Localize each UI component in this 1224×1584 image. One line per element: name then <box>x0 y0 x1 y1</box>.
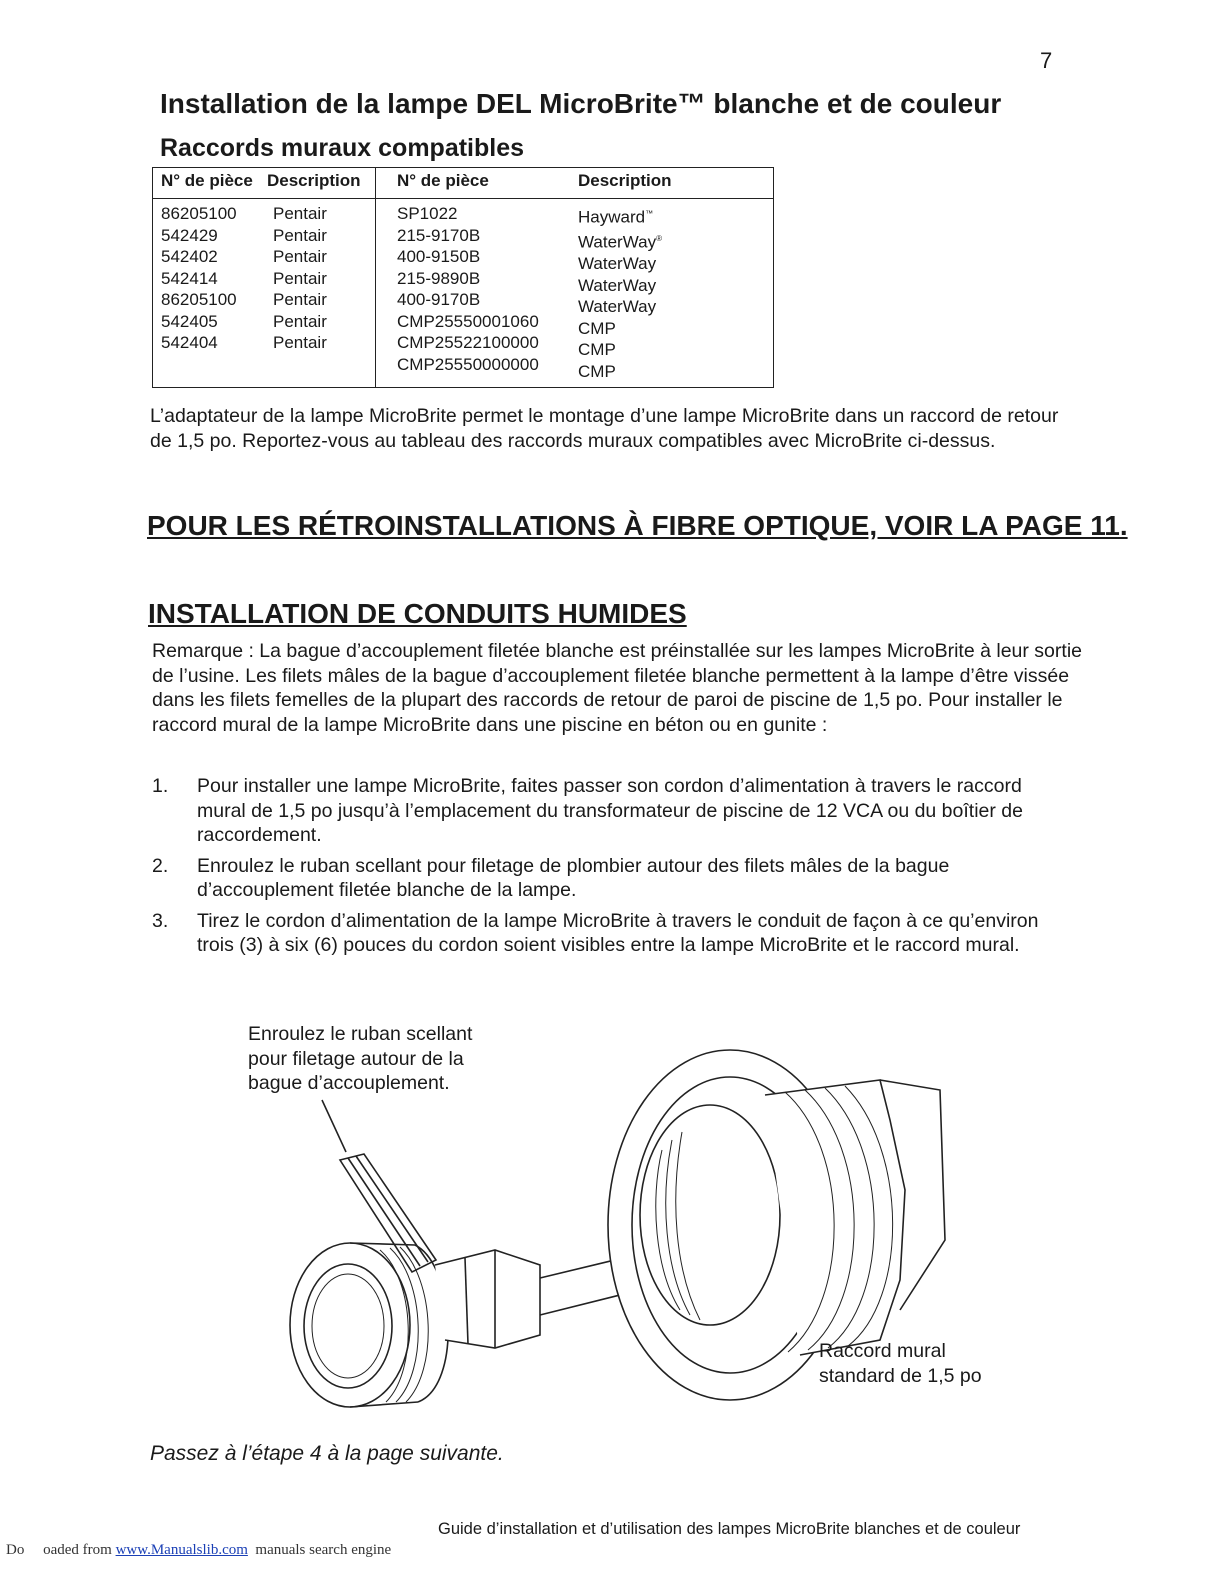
left-description-cell: Pentair <box>273 268 327 288</box>
step-number: 3. <box>152 909 169 932</box>
step-item <box>152 909 1052 958</box>
left-description-cell: Pentair <box>273 225 327 245</box>
remark-paragraph: Remarque : La bague d’accouplement filetée blanche est préinstallée sur les lampes MicroBrite à leur sortie de l’usine. Les filets mâles de la bague d’accouplement filetée blanche permettent à la lampe d’être vissée dans les filets femelles de la plupart des raccords de retour de paroi de piscine de 1,5 po. Pour installer le raccord mural de la lampe MicroBrite dans une piscine en béton ou en gunite : <box>152 640 1082 736</box>
left-part-cell: 542414 <box>161 268 218 288</box>
table-divider-horizontal <box>153 198 773 199</box>
right-description-cell: CMP <box>578 318 616 338</box>
right-part-cell: CMP25522100000 <box>397 333 539 352</box>
right-part-cell: CMP25550000000 <box>397 354 539 374</box>
callout-leader-line <box>322 1100 346 1152</box>
right-header-part: N° de pièce <box>397 171 489 190</box>
left-part-cell: 86205100 <box>161 290 237 309</box>
step-text: Tirez le cordon d’alimentation de la lampe MicroBrite à travers le conduit de façon à ce qu’environ trois (3) à six (6) pouces du cordon soient visibles entre la lampe MicroBrite et le raccord mural. <box>197 909 1039 956</box>
left-part-column <box>161 203 237 354</box>
right-description-cell: WaterWay® <box>578 232 662 252</box>
left-header-description: Description <box>267 171 361 190</box>
section-heading: INSTALLATION DE CONDUITS HUMIDES <box>148 598 687 629</box>
footer-guide-title: Guide d’installation et d’utilisation des lampes MicroBrite blanches et de couleur <box>438 1520 1021 1538</box>
manualslib-link[interactable]: www.Manualslib.com <box>115 1542 248 1558</box>
left-description-cell: Pentair <box>273 290 327 309</box>
left-description-cell: Pentair <box>273 311 327 331</box>
right-description-column <box>578 203 662 382</box>
right-part-cell: 400-9150B <box>397 247 481 266</box>
step-text: Enroulez le ruban scellant pour filetage de plombier autour des filets mâles de la bague d’accouplement filetée blanche de la lampe. <box>197 854 950 901</box>
step-number: 1. <box>152 775 169 797</box>
right-header-description: Description <box>578 171 672 190</box>
step-text: Pour installer une lampe MicroBrite, faites passer son cordon d’alimentation à travers le raccord mural de 1,5 po jusqu’à l’emplacement du transformateur de piscine de 12 VCA ou du boîtier de raccordement. <box>197 775 1023 846</box>
right-description-cell: CMP <box>578 361 616 381</box>
right-part-cell: SP1022 <box>397 204 458 223</box>
left-header-part: N° de pièce <box>161 171 253 190</box>
right-part-cell: CMP25550001060 <box>397 311 539 331</box>
left-part-cell: 542404 <box>161 333 218 352</box>
left-part-cell: 542402 <box>161 247 218 266</box>
adapter-paragraph: L’adaptateur de la lampe MicroBrite permet le montage d’une lampe MicroBrite dans un raccord de retour de 1,5 po. Reportez-vous au tableau des raccords muraux compatibles avec MicroBrite ci-dessus. <box>150 405 1059 452</box>
fiber-optic-heading: POUR LES RÉTROINSTALLATIONS À FIBRE OPTIQUE, VOIR LA PAGE 11. <box>147 510 1128 541</box>
page-number: 7 <box>1040 48 1053 73</box>
right-description-cell: WaterWay <box>578 275 657 295</box>
callout-sealing-tape: Enroulez le ruban scellant pour filetage autour de la bague d’accouplement. <box>248 1023 473 1094</box>
right-description-cell: WaterWay <box>578 297 657 317</box>
right-description-cell: CMP <box>578 340 616 360</box>
next-step-note: Passez à l’étape 4 à la page suivante. <box>150 1442 504 1465</box>
page-title: Installation de la lampe DEL MicroBrite™ blanche et de couleur <box>160 88 1002 119</box>
right-description-cell: Hayward™ <box>578 207 654 227</box>
table-title: Raccords muraux compatibles <box>160 134 525 162</box>
callout-wall-fitting: Raccord mural standard de 1,5 po <box>819 1340 982 1387</box>
download-note-prefix: Do oaded from <box>6 1542 116 1558</box>
trademark-mark: ™ <box>645 209 654 218</box>
left-part-cell: 542429 <box>161 225 218 245</box>
coupling-nut <box>435 1250 540 1348</box>
right-part-cell: 215-9170B <box>397 225 481 245</box>
installation-steps <box>152 774 1052 964</box>
left-description-column <box>273 203 327 354</box>
compatible-fittings-table <box>152 167 774 388</box>
left-description-cell: Pentair <box>273 247 327 266</box>
step-number: 2. <box>152 854 169 877</box>
right-part-cell: 215-9890B <box>397 268 481 288</box>
step-item <box>152 854 1052 903</box>
registered-mark: ® <box>656 234 662 244</box>
download-note <box>6 1542 391 1559</box>
table-divider-vertical <box>375 168 376 387</box>
left-part-cell: 86205100 <box>161 204 237 223</box>
left-description-cell: Pentair <box>273 333 327 352</box>
step-item <box>152 774 1052 848</box>
right-part-cell: 400-9170B <box>397 290 481 309</box>
download-note-suffix: manuals search engine <box>247 1542 392 1558</box>
left-description-cell: Pentair <box>273 204 327 223</box>
right-part-column <box>397 203 539 375</box>
right-description-cell: WaterWay <box>578 254 657 274</box>
left-part-cell: 542405 <box>161 311 218 331</box>
